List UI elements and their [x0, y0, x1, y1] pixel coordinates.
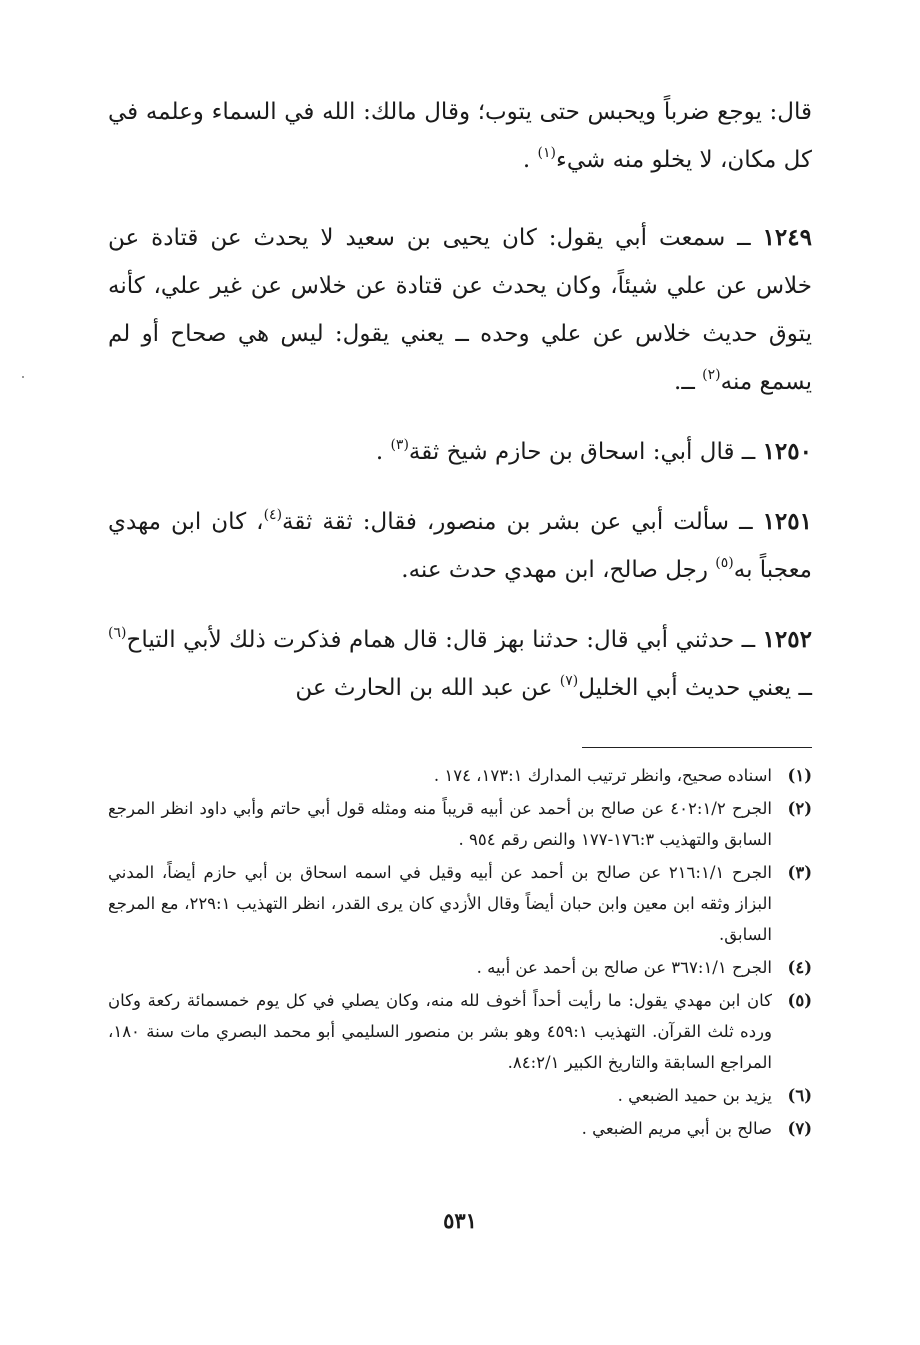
footnote: [108, 1080, 812, 1111]
footnote: [108, 985, 812, 1078]
footnote: [108, 857, 812, 950]
footnote-text: كان ابن مهدي يقول: ما رأيت أحداً أخوف لله منه، وكان يصلي في كل يوم خمسمائة ركعة وكان ورده ثلث القرآن. التهذيب ٤٥٩:١ وهو بشر بن منصور السليمي أبو محمد البصري مات سنة ١٨٠، المراجع السابقة والتاريخ الكبير ٨٤:٢/١.: [108, 991, 772, 1072]
page-number: ٥٣١: [443, 1208, 477, 1233]
footnote-text: الجرح ٤٠٢:١/٢ عن صالح بن أحمد عن أبيه قريباً منه ومثله قول أبي حاتم وأبي داود انظر المرجع السابق والتهذيب ١٧٦:٣-١٧٧ والنص رقم ٩٥٤ .: [108, 799, 772, 849]
main-text: [108, 88, 812, 734]
footnote: [108, 952, 812, 983]
footnote-mark: (٧): [787, 1119, 812, 1138]
scan-mark: [22, 376, 24, 378]
footnote-ref: (٣): [390, 437, 409, 454]
footnote-mark: (٤): [787, 958, 812, 977]
paragraph-text: قال أبي: اسحاق بن حازم شيخ ثقة: [408, 439, 735, 465]
footnote-ref: (٤): [263, 507, 283, 524]
footnote-mark: (٥): [787, 991, 812, 1010]
paragraph-text: رجل صالح، ابن مهدي حدث عنه.: [401, 557, 716, 583]
footnote-text: الجرح ٣٦٧:١/١ عن صالح بن أحمد عن أبيه .: [476, 958, 772, 977]
footnote-ref: (٦): [108, 625, 127, 642]
paragraph-text: سألت أبي عن بشر بن منصور، فقال: ثقة ثقة: [282, 509, 730, 535]
footnote-mark: (٢): [787, 799, 812, 818]
paragraph-number: ١٢٥١: [762, 508, 812, 535]
paragraph-text: ــ.: [674, 369, 703, 395]
paragraph-text: حدثني أبي قال: حدثنا بهز قال: قال همام فذكرت ذلك لأبي التياح: [126, 627, 735, 653]
paragraph-separator: ــ: [729, 509, 763, 535]
paragraph-number: ١٢٤٩: [762, 224, 812, 251]
paragraph-text: .: [375, 439, 391, 465]
paragraph-text: قال: يوجع ضرباً ويحبس حتى يتوب؛ وقال مالك: الله في السماء وعلمه في كل مكان، لا يخلو منه شيء: [108, 99, 812, 173]
footnote-ref: (٢): [702, 367, 721, 384]
paragraph: [108, 88, 812, 184]
paragraph: [108, 214, 812, 406]
footnote-ref: (٧): [559, 673, 579, 690]
paragraph-separator: ــ: [734, 627, 763, 653]
footnote-text: الجرح ٢١٦:١/١ عن صالح بن أحمد عن أبيه وقيل في اسمه اسحاق بن أبي حازم أيضاً، المدني البزاز وثقه ابن معين وابن حبان أيضاً وقال الأزدي كان يرى القدر، انظر التهذيب ٢٢٩:١، مع المرجع السابق.: [108, 863, 773, 944]
paragraph-separator: ــ: [734, 439, 763, 465]
paragraph-text: .: [522, 147, 538, 173]
paragraph-text: ، كان ابن مهدي معجباً به: [108, 509, 812, 583]
footnote: [108, 793, 812, 855]
paragraph-text: سمعت أبي يقول: كان يحيى بن سعيد لا يحدث عن قتادة عن خلاس عن علي شيئاً، وكان يحدث عن قتادة عن خلاس عن غير علي، كأنه يتوق حديث خلاس عن علي وحده ــ يعني يقول: ليس هي صحاح أو لم يسمع منه: [108, 225, 812, 395]
paragraph-number: ١٢٥٠: [762, 438, 812, 465]
paragraph-number: ١٢٥٢: [762, 626, 812, 653]
footnote-ref: (٥): [715, 555, 734, 572]
footnote-mark: (٦): [787, 1086, 812, 1105]
footnote-text: صالح بن أبي مريم الضبعي .: [581, 1119, 772, 1138]
paragraph-text: عن عبد الله بن الحارث عن: [295, 675, 560, 701]
footnote: [108, 760, 812, 791]
footnote: [108, 1113, 812, 1144]
footnote-text: اسناده صحيح، وانظر ترتيب المدارك ١٧٣:١، ١٧٤ .: [433, 766, 772, 785]
footnotes-list: [108, 760, 812, 1146]
paragraph-separator: ــ: [725, 225, 763, 251]
paragraph-text: ــ يعني حديث أبي الخليل: [578, 675, 812, 701]
paragraph: [108, 498, 812, 594]
footnote-text: يزيد بن حميد الضبعي .: [617, 1086, 772, 1105]
footnote-mark: (٣): [787, 863, 812, 882]
paragraph: [108, 616, 812, 712]
footnote-ref: (١): [537, 145, 557, 162]
paragraph: [108, 428, 812, 476]
footnote-separator: [582, 747, 812, 748]
footnote-mark: (١): [787, 766, 812, 785]
